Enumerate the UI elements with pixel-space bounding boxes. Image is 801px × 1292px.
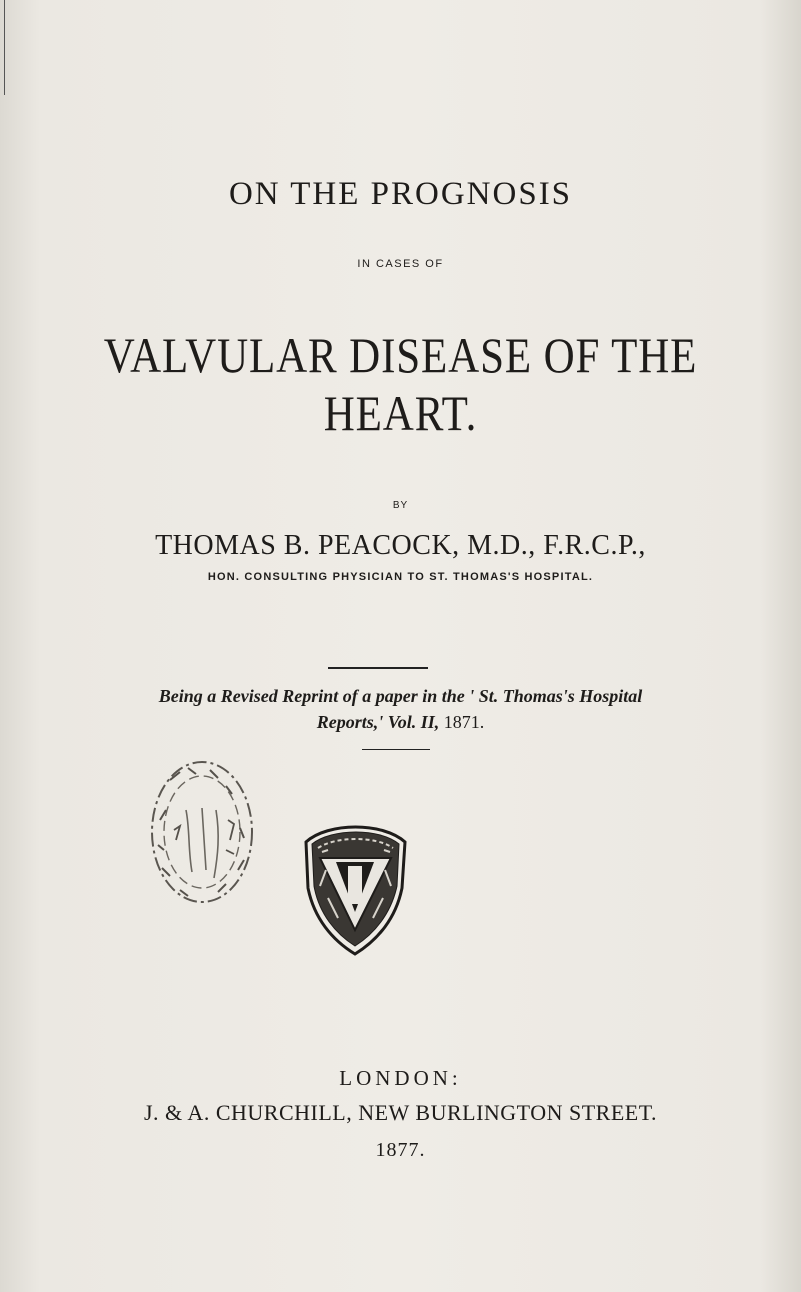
by-label: BY xyxy=(392,500,409,511)
page-edge-line xyxy=(4,0,5,95)
title-line-2: VALVULAR DISEASE OF THE xyxy=(103,327,698,383)
reprint-note-line-2 xyxy=(0,712,801,733)
author-name: THOMAS B. PEACOCK, M.D., F.R.C.P., xyxy=(155,530,646,561)
imprint-year: 1877. xyxy=(375,1139,426,1161)
reprint-year: 1871. xyxy=(439,712,485,732)
title-line-1: ON THE PROGNOSIS xyxy=(228,176,573,212)
reprint-reference: Reports,' Vol. II, xyxy=(316,712,440,732)
author-position: HON. CONSULTING PHYSICIAN TO ST. THOMAS'S HOSPITAL. xyxy=(207,571,594,583)
divider-rule xyxy=(328,667,428,669)
title-line-3: HEART. xyxy=(323,385,478,441)
short-rule xyxy=(362,749,430,750)
library-stamp-icon xyxy=(140,750,270,910)
imprint-city: LONDON: xyxy=(339,1066,462,1090)
in-cases-of-label: IN CASES OF xyxy=(357,258,444,270)
reprint-note-line-1: Being a Revised Reprint of a paper in the ' St. Thomas's Hospital xyxy=(158,686,643,706)
imprint-publisher: J. & A. CHURCHILL, NEW BURLINGTON STREET. xyxy=(143,1100,658,1125)
college-crest-icon xyxy=(298,818,413,958)
